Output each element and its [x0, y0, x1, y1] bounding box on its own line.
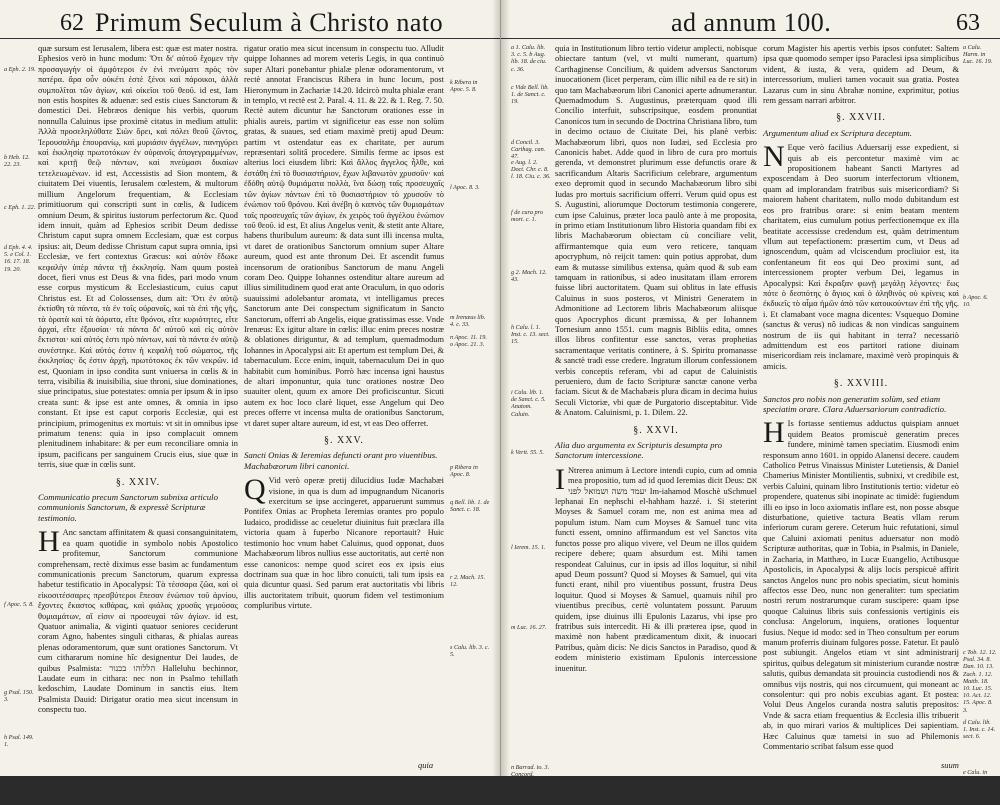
left-page	[0, 0, 501, 799]
margin-note: a 1. Calu. lib. 3. c. 5. b Aug. lib. 18. de ciu. c. 36.	[511, 44, 547, 73]
right-column-2	[763, 44, 959, 756]
margin-note: h Psal. 149. 1.	[4, 734, 34, 749]
section-subheading-xxv: Sancti Onias & Ieremias defuncti orant pro viuentibus. Machabæorum libri canonici.	[244, 450, 438, 471]
margin-note: a Eph. 2. 19.	[4, 66, 36, 73]
margin-note: r 2. Mach. 15. 12.	[450, 574, 486, 589]
margin-note: d Concil. 3. Carthag. can. 47.	[511, 139, 546, 161]
margin-note: p Ribera in Apoc. 8.	[450, 464, 478, 479]
margin-note: l Ierem. 15. 1.	[511, 544, 546, 551]
left-col1-text: quæ sursum est Ierusalem, libera est: quæ est mater nostra. Ephesios verò in hunc modum: Ὅτι δι' αὐτοῦ ἔχομεν τὴν προσαγωγὴν οἱ ἀμφότεροι ἐν ἑνὶ πνεύματι πρὸς τὸν πατέρα. ἄρα οὖν οὐκέτι ἐστὲ ξένοι καὶ πάροικοι, ἀλλὰ συμπολῖται τῶν ἁγίων, καὶ οἰκεῖοι τοῦ θεοῦ. id est, Iam non estis hospites & aduenæ: sed estis ciues Sanctorum & domestici Dei. Hebræos denique his verbis, quorum nonnulla Caluinus ipse proximè citatus in medium attulit: Ἀλλὰ προσεληλύθατε Σιὼν ὄρει, καὶ πόλει θεοῦ ζῶντος, Ἱερουσαλὴμ ἐπουρανίῳ, καὶ μυριάσιν ἀγγέλων, πανηγύρει καὶ ἐκκλησίᾳ πρωτοτόκων ἐν οὐρανοῖς ἀπογεγραμμένων, καὶ κριτῇ θεῷ πάντων, καὶ πνεύμασι δικαίων τετελειωμένων. id est, Accessistis ad Sion montem, & ciuitatem Dei viuentis, Ierusalem cœlestem, & multorum millium Angelorum frequentiam, & Ecclesiam primitiuorum qui conscripti sunt in cœlis, & Iudicem omnium Deum, & spiritus iustorum perfectorum &c. Quod idem innuit, quàm ad Ephesios scribit Deum dedisse Christum caput supra omnem Ecclesiam, quæ est corpus ipsius: ait, Deum dedisse Christum caput supra omnia, ipsi Ecclesiæ, ve fert contextus Græcus: καὶ αὐτὸν ἔδωκε κεφαλὴν ὑπὲρ πάντα τῇ ἐκκλησίᾳ. Nam quum posteà docet, fieri vnus est Deus & vna fides, pari modo vnum esse corpus mysticum & Ecclesiasticum, cuius caput Christus est. Et ad Colossenses, dum ait: Ὅτι ἐν αὐτῷ ἐκτίσθη τὰ πάντα, τὰ ἐν τοῖς οὐρανοῖς, καὶ τὰ ἐπὶ τῆς γῆς, τὰ ὁρατὰ καὶ τὰ ἀόρατα, εἴτε θρόνοι, εἴτε κυριότητες, εἴτε ἀρχαὶ, εἴτε ἐξουσίαι· τὰ πάντα δι' αὐτοῦ καὶ εἰς αὐτὸν ἔκτισται· καὶ αὐτός ἐστι πρὸ πάντων, καὶ τὰ πάντα ἐν αὐτῷ συνέστηκε. Καὶ αὐτός ἐστιν ἡ κεφαλὴ τοῦ σώματος, τῆς ἐκκλησίας· ὅς ἐστιν ἀρχὴ, πρωτότοκος ἐκ τῶν νεκρῶν. id est, Quoniam in ipso condita sunt vniuersa in cœlis & in terra, visibilia & inuisibilia, siue throni, siue dominationes, siue principatus, siue potestates: omnia per ipsum & in ipso creata sunt: & ipse est ante omnes, & omnia in ipso constant. Et ipse est caput corporis Ecclesiæ, qui est principium, primogenitus ex mortuis: vt sit in omnibus ipse primatum tenens: quia in ipso complacuit omnem plenitudinem inhabitare: & per eum reconciliare omnia in ipsum, pacificans per sanguinem Crucis eius, siue quæ in terris, siue quæ in cœlis sunt.	[38, 44, 238, 470]
left-page-header	[0, 8, 500, 39]
margin-note: e Calu. in illud Philem. 22. f Quorum Antiquis laudat.	[963, 769, 997, 805]
section-xxiv-text: Anc sanctam affinitatem & quasi consanguinitatem, ea quam quotidie in symbolo nobis Apostolico profitemur, Sanctorum communione comprehensam, rectè diximus esse basim ac fundamentum communicationis precum Sanctorum, quarum expressa habetur testificatio in Apocalypsi: Τὰ τέσσαρα ζῶα, καὶ οἱ εἰκοσιτέσσαρες πρεσβύτεροι ἔπεσαν ἐνώπιον τοῦ ἀρνίου, ἔχοντες ἕκαστος κιθάρας, καὶ φιάλας χρυσᾶς γεμούσας θυμιαμάτων, αἵ εἰσιν αἱ προσευχαὶ τῶν ἁγίων. id est, Quatuor animalia, & viginti quatuor seniores ceciderunt coram Agno, habentes singuli citharas, & phialas aureas plenas odoramentorum, quæ sunt orationes Sanctorum. Vt cum cithararum nomine hîc designentur Dei laudes, de quibus Psalmista: הללוהו בכנור Halleluhu bechinnor, Laudate eum in cithara: nec non in Psalmo tehillath kedoschim, Laudate Dominum in sanctis eius. Item Psalmista Dauid: Dirigatur oratio mea sicut incensum in conspectu tuo.	[38, 528, 238, 715]
margin-note: g 2. Mach. 12. 43.	[511, 269, 547, 284]
section-xxvii-text: Eque verò facilius Aduersarij esse expedient, si quis ab eis percontetur maximè vim ac propositionem habeant Sancti Martyres ad exposcendam à Deo suorum interfectorum vltionem, quam ad implorandam fratribus suis misericordiam? Si maiorem habent charitatem, nullo modo dubitandum est eos pro fratribus orare: si enim beatam mentem charitatem, eius cumulum potius perfectionemque ex illa beatitate accessisse credendum est, quàm detrimentum vllum aut tepefactionem: præsertim cum, vt Deus ad ignoscendum, quàm ad vlciscendum procliuior est, ita confentaneum fit eos qui Deo proximi sunt, ad intercessionem propter verbum Dei, legamus in Apocalypsi: Καὶ ἔκραξαν φωνῇ μεγάλῃ λέγοντες· ἕως πότε ὁ δεσπότης ὁ ἅγιος καὶ ὁ ἀληθινὸς οὐ κρίνεις καὶ ἐκδικεῖς τὸ αἷμα ἡμῶν ἀπὸ τῶν κατοικούντων ἐπὶ τῆς γῆς. i. Et clamabant voce magna dicentes: Vsquequo Domine (sanctus & verus) nô iudicas & non vindicas sanguinem nostrum de iis qui habitant in terra? necessariò admittendum est eos partitori ratione diuinam misericordiam reis inclamare, maximè verò propinquis & amicis.	[763, 143, 959, 371]
section-heading-xxv: §. XXV.	[324, 435, 364, 447]
section-xxvi-text: Ntrerea animum à Lectore intendi cupio, cum ad omnia mea propositio, tum ad id quod Ieremias dicit Deus: אם יעמד משה ושמואל לפני Im-iahamod Moschè uSchmuel lephanai En nephschi el-hahham hazzé. i. Si steterint Moyses & Samuel coram me, non est anima mea ad populum istum. Nam cum Moyses & Samuel tunc vita functi essent, omnino affirmandum est vel Sanctos vita functos posse pro aliquo vivere, vel Deum ne illos quidem recipere debere; quam absurdum est. Mihi tamen respondeat Caluinus, cur in ipsis ad illos loquitur, si nihil apud Deum possunt? Quod si Moyses & Samuel, qui vita functi erant, nihil pro viuentibus possunt, frustra Deus loquitur. Quod si Moyses & Samuel, quamuis nihil pro viuentibus precibus, certè voluntatem possunt. Paruum quidem, ipse diuinus illi Epulonis Lazarus, vbi ipse pro fratribus suis intercedit. Hi & illi præterea ipse, quod in maximè non habent prædicamentum dixit, & inuocari Patribus, quàm dicis: Ne dicis Sanctos in Paradiso, quod & eodem ministerio existimam Epulonis intercessione inuenitur.	[555, 465, 757, 673]
right-page-header	[501, 8, 1000, 39]
section-subheading-xxiv: Communicatio precum Sanctorum subnixa articulo communionis Sanctorum, & expressè Scripturæ testimonio.	[38, 492, 218, 523]
section-subheading-xxviii: Sanctos pro nobis non generatim solùm, sed etiam speciatim orare. Clara Aduersariorum contradictio.	[763, 393, 947, 414]
right-catchword: suum	[941, 760, 959, 770]
margin-note: g Psal. 150. 3.	[4, 689, 34, 704]
right-col1-text: quia in Institutionum libro tertio videtur amplecti, nobisque obiectare tantum (vel, vt multi numerant, quartum) Carthaginense Concilium, & quidem adversus Sanctorum inuocationem (licet perperam, cùm illic nihil ea de re sit) in quo tam Machabæorum libri Canonici aperte adnumerantur. Quemadmodum S. Augustinus, præterquam quod illi Concilio interfuit, subscripsitque, eosdem pronuntiat Canonicos tum in secundo de Doctrina Christiana libro, tum in decimo octauo de Ciuitate Dei, his planè verbis: Machabæorum libri, quos non Iudæi, sed Ecclesia pro Canonicis habet. Adde quod in libro de cura pro mortuis gerenda, vt demonstret plurimum esse defunctis orare & sacrificandum Altaris Sacrificium celebrare, argumentum exeo depromit quod in secundo Machabæorum libro sibi Iudas pro mortuis sacrificium offerri. Verum quid opus est S. Augustini, aliorumque Doctorum testimonia congerere, cum ipse Caluinus, præter loca paulò ante à me proposita, in primo etiam Institutionum libro Historia quandam fibi ex libris Machabæorum obiectam cù conciliare velit, affirmantemque quia eum vero reticere, tanquam apocryphum, nò reijcit tamen: quin potius approbat, dum eam & mutasse similibus extensa, quàm quod & sub eam tamquam in rationibus, si adeo inusitatam illam errorem fuisse libri auctoritatem. Quam sui oblitus in late effusis Caluinus in suos posteros, vt Ministri Generatem in Admonitione ad Lectorem libris Machabæorum aliisque quos Apocryphos dicunt præmissa, & per Iohannem Tornesium anno 1551. cum magnis Bibliis edita, omnes illos libros confitentur esse sanctos, veras prophetias sacramentaque veritatis continere, à S. Spiritu promanasse & sanctè tradi esse credere. Ingratum illorum confessionem verbis conceptis referam, vbi ad caput de Caluinistis perueniero, dum de facto Scripturæ sanctæ canone verba faciam. Sicut & de Machabæis plura dicam in decima huius Seculi Victoriæ, vbi quæ de Purgatorio disceptabitur. Vide & Anatom. Caluinismi, p. 1. Dilem. 22.	[555, 44, 757, 418]
section-xxv-text: Vid verò operæ pretij dilucidius Iudæ Machabæi visione, in qua is dum ad impugnandum Nicanoris exercitum se ipse accingeret, apparuerunt summus Pontifex Onias ac Propheta Ieremias orantes pro populo Iudaico, prodidisse ac ceueletur diuinitus fuit præclara illa victoria quam à fuperbo Nicanore reportauit? Huic testimonio hoc vnum habet Caluinus, quod opponat, duos Machabæorum libros nullius esse auctoritatis, aut certè non esse canonicos: nempe quod sciret eos ex ipsis eius doctrinam sua quæ in hoc libro conuicti, tali tum ipsis ea quia dicuntur quasi. Sed parum erat auctoritatis vbi libris illis auctoritatem tribuit, quorum fidem vel testimonium compluribus virtute.	[244, 476, 444, 611]
dropcap-h2: H	[763, 416, 785, 450]
section-xxviii-text: Is fortasse sentiemus adductus quispiam annuet quidem Beatos promiscuè generatim preces fundere, minimè tamen speciatim. Eiusmodi enim responsum anno 1601. in oppido Alanensi decere. caudem Catholico Petrus Vinaissus Minister Lutetiensis, & Daniel Chamerius Minister Montilientis, subnixi, vt credibile est, verbis Caluini, quinam libro Institutionis tertio: videtur eò propendere, quatenus sibi inopinate ac timidè: fugiendum illi eo ipso in loco axiomatis inflare est, non posse absque disturbatione, quietive tactura Beatis vllam rerum inferiorum curam gerere. Ceterum huic refutationi, simul que Caluini axiomati penitus aduersatur non modò Scripturæ authoritas, quæ in Tobia, in Psalmis, in Daniele, in Zacharia, in Matthæo, in Lucæ Euangelio, Actibusque Apostolicis, in Apocalypsi & alijs locis perspicuè affirit sanctos Angelos nunc pro nobis speciatim, sicut hominis affectos esse Deo, nunc non generaliter: tum speciatim nostri rerum nostrarumque curam suscipere: quam ipse quoque Caluinus libris suis confessionis vertiginis eis conclusa: Angelorum, inquiens, orationes loquentur fusius. Neque id modo: sed in Theo consultum per eorum manum proferris diuinam fulgores posse. Fatetur. Et paulò post subiungit. Angelos etiam vt sint administrarij spiritus, quibus delegatum sit ministerium curandæ nostræ salutis, quibus demandata sit prouincia custodiendi nos & omnibus vijs nostris, qui nos circumuent, qui moneant ac consolentur: qui pro nobis excubias agant. Et postea: Volui Deus Angelos curanda nostra salutis prepositos: Vnde & sacra etiam frequentius & Ecclesia illis tribuerit ab, in quo mirari varios & multiplices Dei sapientiam. Hæc Caluinus quæ tametsi in suo ad Philemonis Commentario scribat falsum esse quod	[763, 419, 959, 751]
section-xxvi-body	[555, 462, 757, 674]
margin-note: q Bell. lib. 1. de Sanct. c. 18.	[450, 499, 490, 514]
margin-note: e Aug. l. 2. Doct. Chr. c. 8. l. 18. Ciu. c. 36.	[511, 159, 551, 181]
section-subheading-xxvi: Alia duo argumenta ex Scripturis desumpta pro Sanctorum intercessione.	[555, 440, 722, 461]
right-outer-margin-notes	[963, 44, 997, 805]
section-subheading-xxvii: Argumentum aliud ex Scriptura deceptum.	[763, 127, 912, 138]
left-col2-text: rigatur oratio mea sicut incensum in conspectu tuo. Alludit quippe Iohannes ad morem veteris Legis, in qua continuò super Altari ponebantur phialæ plenæ odoramentorum, vt rectè annotat Franciscus Ribera in hunc locum, post Hieronymum in Zachariæ 14.20. Idcircò multa phialæ erant in templo, vt rectè est 2. Paral. 4. 11. & 22. & 1. Reg. 7. 50. Rectè autem dicuntur hæ Sanctorum orationes esse in phialis aureis, partim vt significetur eas esse non solùm gratas, & suaues, sed etiam maximè pretij apud Deum: partim vt ostendatur eas ex charitate, per aurum repræsentari solitâ procedere. Similis ferme ac ipsos est alterius loci eiusdem libri: Καὶ ἄλλος ἄγγελος ἦλθε, καὶ ἐστάθη ἐπὶ τὸ θυσιαστήριον, ἔχων λιβανωτὸν χρυσοῦν· καὶ ἐδόθη αὐτῷ θυμιάματα πολλὰ, ἵνα δώσῃ ταῖς προσευχαῖς τῶν ἁγίων πάντων ἐπὶ τὸ θυσιαστήριον τὸ χρυσοῦν τὸ ἐνώπιον τοῦ θρόνου. Καὶ ἀνέβη ὁ καπνὸς τῶν θυμιαμάτων ταῖς προσευχαῖς τῶν ἁγίων, ἐκ χειρὸς τοῦ ἀγγέλου ἐνώπιον τοῦ θεοῦ. id est, Et alius Angelus venit, & stetit ante Altare, habens thuribulum aureum: & data sunt illi incensa multa, vt daret de orationibus Sanctorum omnium super Altare aureum, quod est ante thronum Dei. Et ascendit fumus incensorum de orationibus Sanctorum de manu Angeli coram Deo. Quippe Iohannes ostenditur altare aureum ad illius similitudinem quod erat ante Oraculum, in quo odoris suauissimi adolebantur aromata, vt intelligamus preces Sanctorum ante Dei conspectum significatum in Sancto Sanctorum, offerri ab Angelis, eique gratissimas esse. Vnde Irenæus: Ex igitur altare in cœlis: illuc enim preces nostræ & oblationes diriguntur, & ad templum, quemadmodum Iohannes in Apocalypsi ait: Et apertum est templum Dei, & tabernaculum. Ecce enim, inquit, tabernaculum Dei in quo habitabit cum hominibus. Porrò hæc incensa igni haustus de altari imponuntur, quia tunc orationes nostræ Deo suauiter olent, quum ex amore Dei proficiscuntur. Sicuti autem ex hoc loco clarè liquet, esse Angelum qui Deo preces offerre vt incensa multa de orationibus Sanctorum, vt daret super altare aureum, id est, vt eas Deo offerret.	[244, 44, 444, 428]
dropcap-i: I	[555, 462, 565, 496]
margin-note: m Luc. 16. 27.	[511, 624, 547, 631]
margin-note: i Psal. 141. 2.	[4, 784, 33, 799]
margin-note: d Calu. lib. 1. Inst. c. 14. sect. 6.	[963, 719, 996, 741]
left-page-number: 62	[60, 10, 84, 36]
section-xxvii-body	[763, 140, 959, 372]
margin-note: c Tob. 12. 12. Psal. 34. 8. Dan. 10. 13. Zach. 1. 12. Matth. 18. 10. Luc. 15. 10. Act. 12. 15. Apoc. 8. 3.	[963, 649, 997, 714]
section-xxiv-body	[38, 525, 238, 715]
dropcap-h: H	[38, 525, 60, 559]
dropcap-n: N	[763, 140, 785, 174]
margin-note: k Verit. 55. 5.	[511, 449, 544, 456]
margin-note: d Eph. 4. 4. 5. e Col. 1. 16. 17. 18. 19. 20.	[4, 244, 33, 273]
margin-note: a Calu. Harm. in Luc. 16. 19.	[963, 44, 993, 66]
margin-note: f Apoc. 5. 8.	[4, 601, 34, 608]
right-col2-text: corum Magister his apertis verbis ipsos confutet: Saltem ipsa quæ quomodo semper ipso Paraclesi ipsa simplicibus vident, & iusta, & vera, quidem ad Deum, & intercessorium, mulieri tamen vocauit sua gratia. Postea Lazarus cum in sinu Abrahæ nomine, exprimitur, potius rem gessam narrari arbitror.	[763, 44, 959, 106]
left-outer-margin-notes	[4, 44, 36, 799]
margin-note: b Apoc. 6. 10.	[963, 294, 988, 309]
section-xxviii-body	[763, 416, 959, 752]
left-catchword: quia	[418, 760, 434, 770]
right-inner-margin-notes	[511, 44, 551, 793]
margin-note: s Calu. lib. 3. c. 5.	[450, 644, 490, 659]
margin-note: f de cura pro mort. c. 1.	[511, 209, 543, 224]
margin-note: c Vide Bell. lib. 1. de Sanct. c. 19.	[511, 84, 549, 106]
margin-note: b Heb. 12. 22. 23.	[4, 154, 30, 169]
margin-note: h Calu. l. 1. Inst. c. 13. sect. 15.	[511, 324, 550, 346]
margin-note: n Barrad. to. 3. Concord. Euang. l. 4. c. 9.	[511, 764, 550, 793]
margin-note: c Eph. 1. 22.	[4, 204, 36, 211]
margin-note: l Apoc. 8. 3.	[450, 184, 480, 191]
section-heading-xxvi: §. XXVI.	[633, 424, 679, 436]
right-running-title: ad annum 100.	[671, 8, 832, 37]
section-heading-xxiv: §. XXIV.	[115, 476, 161, 488]
right-column-1	[555, 44, 757, 756]
left-column-2	[244, 44, 444, 756]
left-column-1	[38, 44, 238, 756]
right-page	[501, 0, 1000, 805]
margin-note: i Calu. lib. 1. de Sanct. c. 5. Anatom. Caluin.	[511, 389, 546, 418]
margin-note: m Irenæus lib. 4. c. 33.	[450, 314, 486, 329]
dropcap-q: Q	[244, 473, 266, 507]
margin-note: k Ribera in Apoc. 5. 8.	[450, 79, 478, 94]
section-heading-xxviii: §. XXVIII.	[833, 378, 889, 390]
left-inner-margin-notes	[450, 44, 490, 756]
section-heading-xxvii: §. XXVII.	[836, 112, 886, 124]
right-page-number: 63	[956, 10, 980, 36]
section-xxv-body	[244, 473, 444, 611]
left-running-title: Primum Seculum à Christo nato	[95, 8, 444, 37]
margin-note: n Apoc. 11. 19. o Apoc. 21. 3.	[450, 334, 487, 349]
